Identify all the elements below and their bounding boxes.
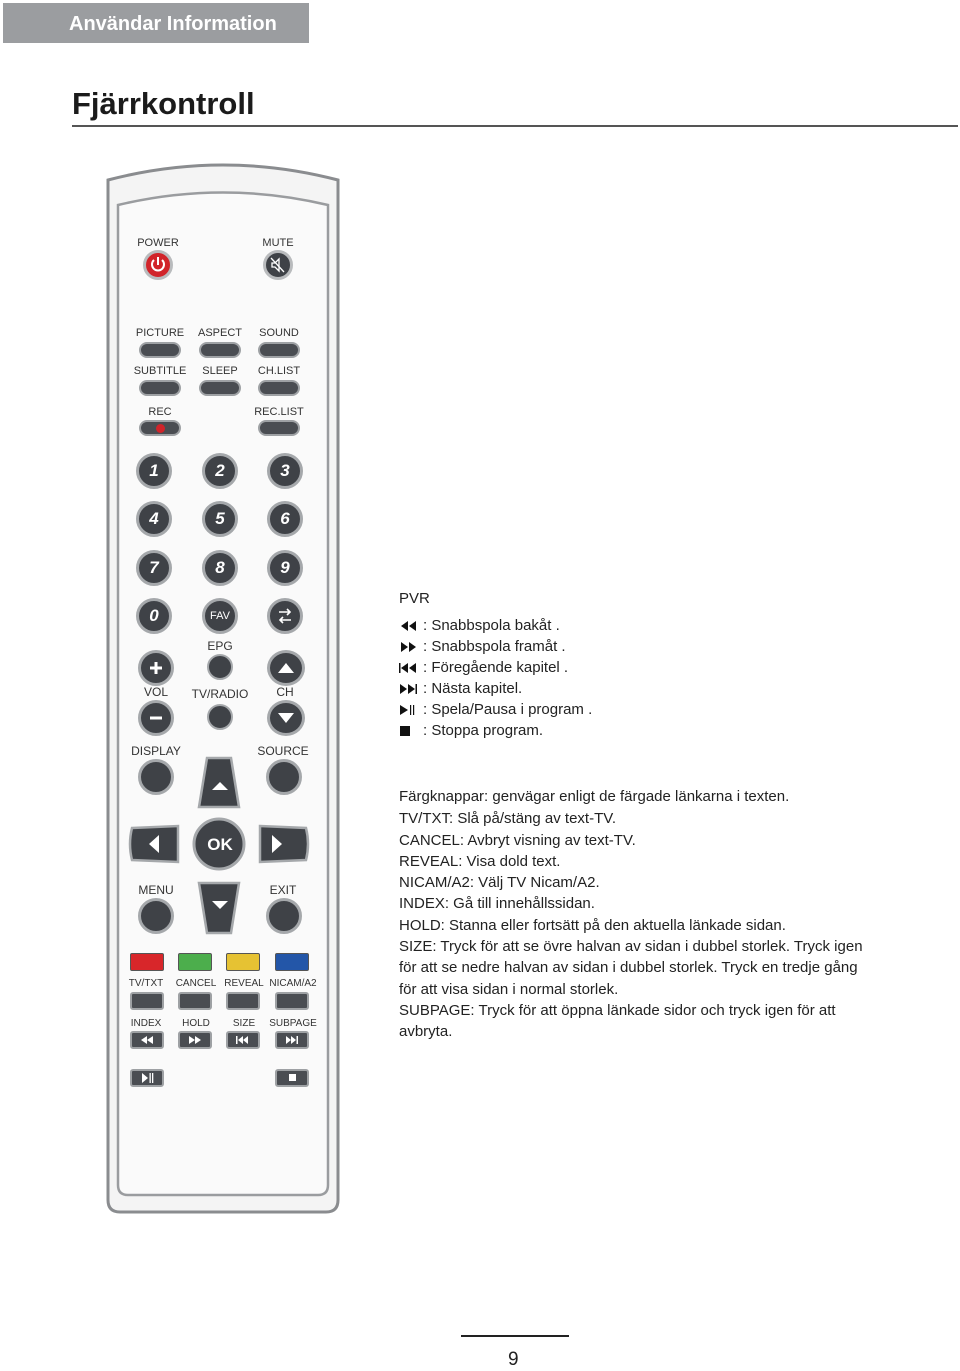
menu-button[interactable] [138,898,174,934]
index-label: INDEX [130,1018,162,1029]
desc-hold: HOLD: Stanna eller fortsätt på den aktuella länkade sidan. [399,916,786,934]
cancel-label: CANCEL [175,978,217,989]
desc-size: SIZE: Tryck för att se övre halvan av sidan i dubbel storlek. Tryck igen för att se nedre halvan av sidan i dubbel storlek. Tryck en tredje gång för att visa sidan i normal storlek. [399,938,863,998]
cancel-button[interactable] [178,992,212,1010]
sound-label: SOUND [259,327,299,339]
power-icon [146,253,170,277]
pvr-row-stop [399,720,592,741]
size-previous-button[interactable] [226,1031,260,1049]
sleep-button[interactable] [199,380,241,396]
triangle-up-icon [270,653,302,683]
digit-6-button[interactable]: 6 [267,501,303,537]
channel-down-button[interactable] [267,700,305,736]
picture-label: PICTURE [135,327,185,339]
hold-forward-button[interactable] [178,1031,212,1049]
play-pause-icon [399,703,419,717]
pvr-fast-forward-text: : Snabbspola framåt . [423,638,566,655]
digit-8-button[interactable]: 8 [202,550,238,586]
section-label: Användar Information [69,13,277,35]
digit-2-button[interactable]: 2 [202,453,238,489]
previous-chapter-icon [399,661,419,675]
digit-4-button[interactable]: 4 [136,501,172,537]
mute-label: MUTE [262,237,294,249]
hold-label: HOLD [182,1018,210,1029]
power-button[interactable] [143,250,173,280]
yellow-key[interactable] [226,953,260,971]
pvr-play-pause-text: : Spela/Pausa i program . [423,701,593,718]
next-chapter-icon [399,682,419,696]
reclist-label: REC.LIST [254,406,304,418]
display-label: DISPLAY [131,744,181,758]
button-descriptions [399,786,879,1043]
pvr-rewind-text: : Snabbspola bakåt . [423,617,560,634]
reveal-button[interactable] [226,992,260,1010]
picture-button[interactable] [139,342,181,358]
exit-label: EXIT [269,883,297,897]
previous-chapter-icon [228,1033,258,1047]
mute-button[interactable] [263,250,293,280]
exit-button[interactable] [266,898,302,934]
remote-control-illustration [98,150,348,1220]
tvradio-label: TV/RADIO [191,687,249,701]
digit-5-button[interactable]: 5 [202,501,238,537]
power-label: POWER [137,237,179,249]
source-label: SOURCE [257,744,309,758]
stop-button[interactable] [275,1069,309,1087]
next-chapter-icon [277,1033,307,1047]
play-pause-button[interactable] [130,1069,164,1087]
desc-subpage: SUBPAGE: Tryck för att öppna länkade sidor och tryck igen för att avbryta. [399,1001,836,1041]
desc-color-keys: Färgknappar: genvägar enligt de färgade länkarna i texten. [399,788,790,805]
mute-icon [266,253,290,277]
size-label: SIZE [232,1018,256,1029]
green-key[interactable] [178,953,212,971]
desc-index: INDEX: Gå till innehållssidan. [399,895,595,913]
channel-up-button[interactable] [267,650,305,686]
digit-0-button[interactable]: 0 [136,598,172,634]
plus-icon [141,653,171,683]
stop-icon [399,724,419,738]
ch-label: CH [276,685,294,699]
nav-up-button [199,758,239,807]
chlist-button[interactable] [258,380,300,396]
pvr-row-next [399,678,592,699]
menu-label: MENU [138,883,174,897]
digit-9-button[interactable]: 9 [267,550,303,586]
volume-up-button[interactable] [138,650,174,686]
rec-button[interactable] [139,420,181,436]
aspect-label: ASPECT [197,327,243,339]
epg-label: EPG [207,639,233,653]
fav-button[interactable]: FAV [202,598,238,634]
footer-divider [461,1335,569,1337]
pvr-next-text: : Nästa kapitel. [423,680,523,697]
nicam-button[interactable] [275,992,309,1010]
page-number: 9 [508,1349,519,1370]
blue-key[interactable] [275,953,309,971]
rec-label: REC [148,406,172,418]
nicam-label: NICAM/A2 [269,978,317,989]
digit-1-button[interactable]: 1 [136,453,172,489]
pvr-row-rewind [399,615,592,636]
pvr-row-fast-forward [399,636,592,657]
digit-3-button[interactable]: 3 [267,453,303,489]
section-header-bar [3,3,309,43]
ok-label: OK [207,835,233,854]
recall-icon [270,601,300,631]
index-rewind-button[interactable] [130,1031,164,1049]
play-pause-icon [132,1071,162,1085]
recall-button[interactable] [267,598,303,634]
subpage-next-button[interactable] [275,1031,309,1049]
rewind-icon [399,619,419,633]
vol-label: VOL [143,685,169,699]
tvtxt-button[interactable] [130,992,164,1010]
record-dot-icon [156,424,165,433]
desc-tvtxt: TV/TXT: Slå på/stäng av text-TV. [399,810,617,828]
pvr-legend [399,590,592,741]
nav-right-button [260,826,308,862]
epg-button[interactable] [207,654,233,680]
desc-nicam: NICAM/A2: Välj TV Nicam/A2. [399,874,600,892]
pvr-title: PVR [399,590,430,607]
pvr-row-play-pause [399,699,592,720]
fast-forward-icon [180,1033,210,1047]
sleep-label: SLEEP [202,365,238,377]
tvradio-button[interactable] [207,704,233,730]
subtitle-button[interactable] [139,380,181,396]
pvr-stop-text: : Stoppa program. [423,722,544,739]
digit-7-button[interactable]: 7 [136,550,172,586]
reclist-button[interactable] [258,420,300,436]
reveal-label: REVEAL [224,978,264,989]
desc-reveal: REVEAL: Visa dold text. [399,852,561,870]
navigation-pad [98,755,348,955]
page-title: Fjärrkontroll [72,86,255,121]
stop-icon [277,1071,307,1085]
triangle-down-icon [270,703,302,733]
minus-icon [141,703,171,733]
pvr-previous-text: : Föregående kapitel . [423,659,569,676]
title-divider [72,125,958,127]
volume-down-button[interactable] [138,700,174,736]
subtitle-label: SUBTITLE [133,365,187,377]
tvtxt-label: TV/TXT [128,978,164,989]
fast-forward-icon [399,640,419,654]
rewind-icon [132,1033,162,1047]
chlist-label: CH.LIST [257,365,301,377]
red-key[interactable] [130,953,164,971]
aspect-button[interactable] [199,342,241,358]
pvr-row-previous [399,657,592,678]
sound-button[interactable] [258,342,300,358]
desc-cancel: CANCEL: Avbryt visning av text-TV. [399,831,636,849]
subpage-label: SUBPAGE [269,1018,317,1029]
